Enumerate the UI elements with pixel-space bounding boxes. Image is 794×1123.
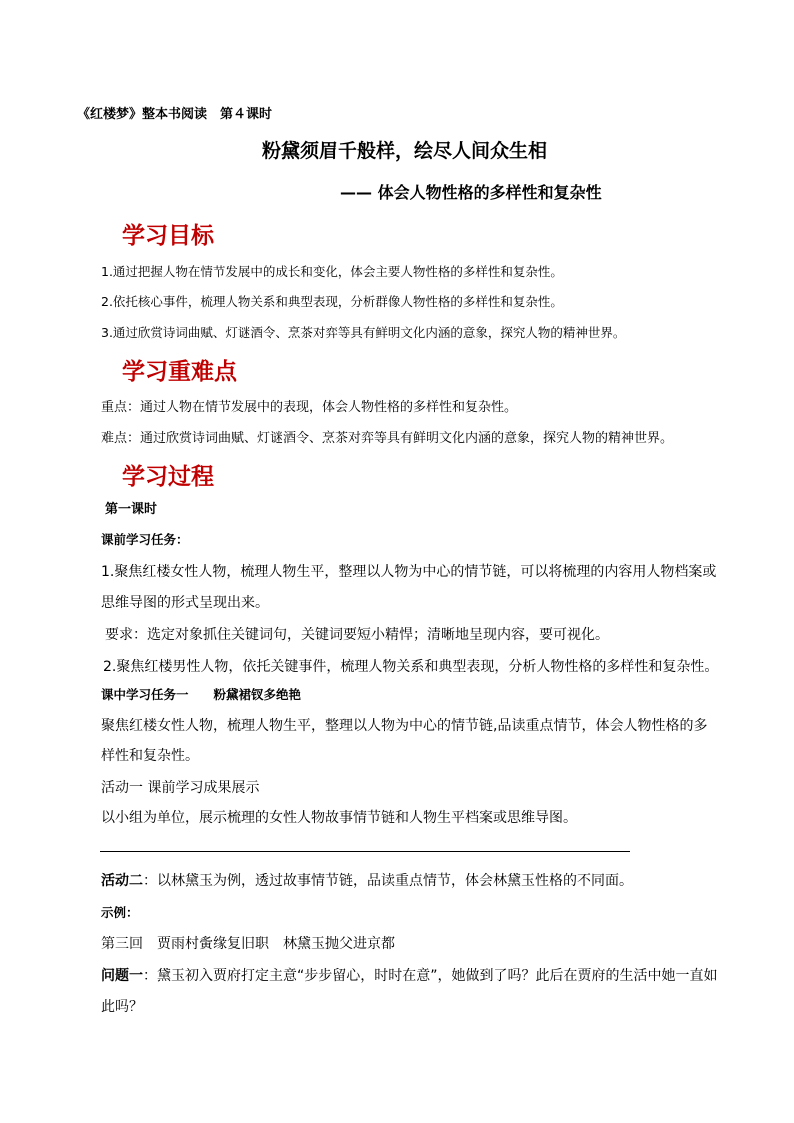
focus-text: 重点：通过人物在情节发展中的表现，体会人物性格的多样性和复杂性。 (101, 400, 518, 415)
pre-task-1-line1: 1.聚焦红楼女性人物，梳理人物生平，整理以人物为中心的情节链，可以将梳理的内容用人物档案或 (101, 564, 717, 580)
pre-task-1-line2: 思维导图的形式呈现出来。 (101, 595, 269, 611)
goal-item-1: 1.通过把握人物在情节发展中的成长和变化，体会主要人物性格的多样性和复杂性。 (101, 264, 563, 279)
goals-heading: 学习目标 (122, 223, 214, 249)
question-1-line1: 问题一：黛玉初入贾府打定主意“步步留心，时时在意”，她做到了吗？此后在贾府的生活中她一直如 (101, 968, 718, 984)
key-points-heading: 学习重难点 (122, 359, 237, 385)
example-label: 示例： (101, 905, 139, 920)
pre-task-2: 2.聚焦红楼男性人物，依托关键事件，梳理人物关系和典型表现，分析人物性格的多样性和复杂性。 (103, 659, 719, 675)
activity-1-title: 活动一 课前学习成果展示 (101, 780, 260, 796)
main-title: 粉黛须眉千般样，绘尽人间众生相 (262, 140, 548, 162)
pre-task-title: 课前学习任务： (101, 532, 189, 547)
requirement-text: 要求：选定对象抓住关键词句，关键词要短小精悍；清晰地呈现内容，要可视化。 (105, 627, 609, 643)
subtitle: —— 体会人物性格的多样性和复杂性 (340, 183, 602, 202)
course-line: 《红楼梦》整本书阅读 第４课时 (77, 107, 273, 122)
activity-2-text: 活动二：以林黛玉为例，透过故事情节链，品读重点情节，体会林黛玉性格的不同面。 (101, 873, 633, 889)
chapter-title: 第三回 贾雨村夤缘复旧职 林黛玉抛父进京都 (101, 936, 395, 952)
question-1-line2: 此吗？ (101, 999, 143, 1015)
divider-line (100, 851, 630, 852)
in-class-desc-line1: 聚焦红楼女性人物，梳理人物生平，整理以人物为中心的情节链,品读重点情节，体会人物性格的多 (101, 718, 708, 734)
goal-item-2: 2.依托核心事件，梳理人物关系和典型表现，分析群像人物性格的多样性和复杂性。 (101, 294, 563, 309)
difficulty-text: 难点：通过欣赏诗词曲赋、灯谜酒令、烹茶对弈等具有鲜明文化内涵的意象，探究人物的精神世界。 (101, 431, 674, 446)
process-heading: 学习过程 (122, 464, 214, 490)
in-class-task-title: 课中学习任务一 粉黛裙钗多绝艳 (101, 687, 302, 702)
in-class-desc-line2: 样性和复杂性。 (101, 748, 199, 764)
goal-item-3: 3.通过欣赏诗词曲赋、灯谜酒令、烹茶对弈等具有鲜明文化内涵的意象，探究人物的精神世界。 (101, 325, 626, 340)
lesson-1-label: 第一课时 (105, 502, 158, 517)
activity-1-desc: 以小组为单位，展示梳理的女性人物故事情节链和人物生平档案或思维导图。 (101, 810, 577, 826)
